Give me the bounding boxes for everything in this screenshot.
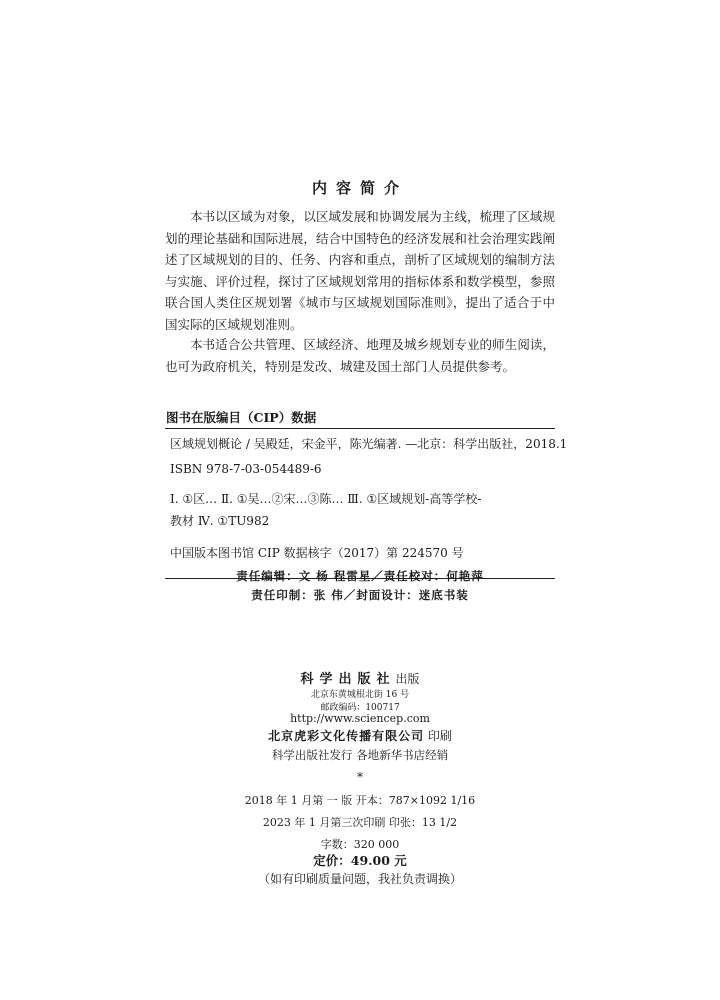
design-name: 迷底书装 xyxy=(418,588,469,602)
summary-title: 内容简介 xyxy=(311,179,408,197)
summary-paragraph-1 xyxy=(165,206,555,335)
print-label: 责任印制： xyxy=(251,588,314,602)
printing-sheets-line: 2023 年 1 月第三次印刷 印张：13 1/2 xyxy=(262,816,458,829)
edition-format-line: 2018 年 1 月第 一 版 开本：787×1092 1/16 xyxy=(244,794,476,807)
editor-names: 文 杨 程雷星 xyxy=(298,569,372,583)
publisher-line xyxy=(0,668,720,687)
printer-line xyxy=(0,727,720,744)
design-label: 封面设计： xyxy=(356,588,419,602)
proof-name: 何艳萍 xyxy=(446,569,484,583)
print-name: 张 伟 xyxy=(313,588,344,602)
publisher-zip: 邮政编码：100717 xyxy=(320,703,400,713)
credit-separator: ／ xyxy=(371,569,384,583)
separator-star: * xyxy=(357,770,363,784)
summary-paragraph-1-text: 本书以区域为对象，以区域发展和协调发展为主线，梳理了区域规划的理论基础和国际进展，结合中国特色的经济发展和社会治理实践阐述了区域规划的目的、任务、内容和重点，剖析了区域规划的编制方法与实施、评价过程，探讨了区域规划常用的指标体系和数学模型，参照联合国人类住区规划署《城市与区域规划国际准则》，提出了适合于中国实际的区域规划准则。 xyxy=(165,209,555,332)
cip-heading: 图书在版编目（CIP）数据 xyxy=(166,410,317,425)
cip-top-rule xyxy=(165,428,555,429)
word-count: 字数：320 000 xyxy=(320,838,400,851)
cip-record-number: 中国版本图书馆 CIP 数据核字（2017）第 224570 号 xyxy=(170,546,464,560)
printer-name: 北京虎彩文化传播有限公司 xyxy=(268,729,425,743)
credits-line-1 xyxy=(0,568,720,584)
cip-classification-line-1: Ⅰ. ①区… Ⅱ. ①吴…②宋…③陈… Ⅲ. ①区域规划-高等学校- xyxy=(170,492,482,506)
editor-label: 责任编辑： xyxy=(236,569,299,583)
publisher-address: 北京东黄城根北街 16 号 xyxy=(310,690,410,700)
publisher-name: 科学出版社 xyxy=(300,672,396,687)
proof-label: 责任校对： xyxy=(383,569,447,583)
cip-isbn: ISBN 978-7-03-054489-6 xyxy=(170,462,322,476)
distribution-line: 科学出版社发行 各地新华书店经销 xyxy=(271,748,449,762)
cip-classification-line-2: 教材 Ⅳ. ①TU982 xyxy=(170,514,270,528)
publisher-url: http://www.sciencep.com xyxy=(290,712,430,725)
cip-title-line: 区域规划概论 / 吴殿廷，宋金平，陈光编著. —北京：科学出版社，2018.1 xyxy=(170,437,568,451)
price: 定价：49.00 元 xyxy=(313,853,407,868)
summary-paragraph-2-text: 本书适合公共管理、区域经济、地理及城乡规划专业的师生阅读，也可为政府机关，特别是发改、城建及国土部门人员提供参考。 xyxy=(165,337,555,374)
summary-paragraph-2 xyxy=(165,334,555,377)
credit-separator: ／ xyxy=(343,588,357,602)
printer-suffix: 印刷 xyxy=(427,729,452,743)
credits-line-2 xyxy=(0,587,720,603)
publisher-suffix: 出版 xyxy=(395,672,420,686)
quality-notice: （如有印刷质量问题，我社负责调换） xyxy=(257,872,462,886)
